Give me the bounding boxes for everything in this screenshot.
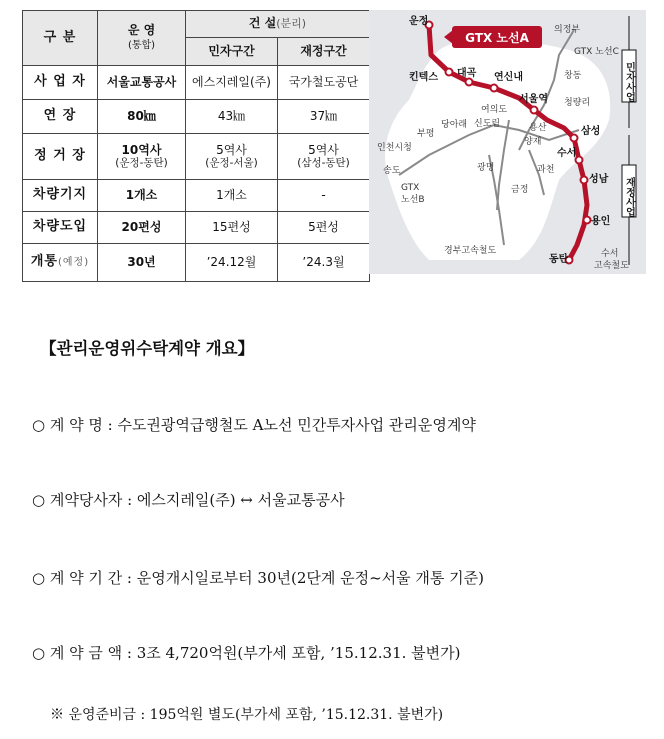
cell-private (186, 66, 278, 100)
route-map-svg (369, 10, 646, 274)
row-label (23, 66, 98, 100)
cell-operation-text: 30년 (127, 254, 156, 269)
station-marker-yongin (584, 217, 591, 224)
row-label (23, 180, 98, 212)
cell-operation-text: 서울교통공사 (106, 74, 177, 89)
row-label (23, 212, 98, 244)
table-row (23, 180, 370, 212)
station-label-kintex: 킨텍스 (409, 72, 438, 83)
station-marker-samseong (571, 135, 578, 142)
header-category: 구 분 (23, 11, 98, 66)
table-row (23, 66, 370, 100)
cell-private-text: 5역사 (216, 142, 247, 157)
cell-private (186, 244, 278, 282)
station-marker-daegok (466, 79, 473, 86)
cell-private (186, 100, 278, 134)
cell-private (186, 180, 278, 212)
gtx-a-route-map (369, 10, 646, 274)
header-construction-sub: (분리) (276, 17, 307, 31)
row-label (23, 134, 98, 180)
station-label-seoul: 서울역 (519, 94, 548, 105)
row-label-text: 차량도입 (32, 219, 88, 235)
station-label-unjeong: 운정 (409, 16, 429, 27)
map-title: GTX 노선A (465, 31, 529, 45)
station-label-samseong: 삼성 (581, 126, 601, 137)
station-label-yeonsinnae: 연신내 (494, 72, 523, 83)
cell-public-text: 37㎞ (309, 108, 338, 123)
header-operation-label: 운 영 (127, 23, 156, 38)
row-label-text: 사 업 자 (34, 74, 86, 90)
label-gwangmyeong: 광명 (477, 163, 495, 173)
table-row (23, 244, 370, 282)
label-yangjae: 양재 (524, 137, 542, 147)
item-contract-period: ○ 계 약 기 간 : 운영개시일로부터 30년(2단계 운정~서울 개통 기준) (32, 569, 484, 587)
item-contract-amount: ○ 계 약 금 액 : 3조 4,720억원(부가세 포함, ’15.12.31. 불변가) (32, 644, 461, 662)
cell-private-text: 15편성 (212, 219, 251, 234)
cell-private-text: 에스지레일(주) (192, 74, 271, 89)
label-gwacheon: 과천 (537, 165, 555, 175)
cell-operation-text: 20편성 (121, 219, 162, 234)
cell-operation (98, 66, 186, 100)
label-gtx-c: GTX 노선C (574, 47, 619, 57)
label-gtx-b-2: 노선B (401, 195, 425, 205)
cell-public-text: 5편성 (308, 219, 339, 234)
label-yeouido: 여의도 (481, 105, 508, 115)
cell-public-text: 5역사 (308, 142, 339, 157)
cell-private-sub: (운정-서울) (205, 157, 258, 170)
cell-operation (98, 212, 186, 244)
cell-private-text: 1개소 (216, 187, 247, 202)
row-label-text: 개통 (30, 254, 58, 270)
cell-public-text: - (321, 187, 326, 202)
cell-public (278, 100, 370, 134)
cell-public-text: 국가철도공단 (288, 74, 359, 89)
row-label (23, 100, 98, 134)
station-label-suseo: 수서 (557, 148, 577, 159)
note-operation-reserve: ※ 운영준비금 : 195억원 별도(부가세 포함, ’15.12.31. 불변가) (50, 707, 444, 723)
label-gtx-b-1: GTX (401, 183, 420, 193)
header-private-section: 민자구간 (186, 38, 278, 66)
header-construction (186, 11, 370, 38)
label-uijeongbu: 의정부 (554, 25, 581, 35)
cell-public (278, 244, 370, 282)
header-operation-sub: (통합) (127, 40, 156, 51)
label-cheongnyangni: 청량리 (564, 98, 591, 108)
station-marker-seoul (531, 107, 538, 114)
label-changdong: 창동 (564, 71, 582, 81)
row-label (23, 244, 98, 282)
side-label-public: 재정사업 (623, 177, 635, 217)
cell-public (278, 134, 370, 180)
header-operation (98, 11, 186, 66)
side-label-private: 민자사업 (623, 62, 635, 102)
label-suseo-2: 수서 (601, 249, 619, 259)
station-label-yongin: 용인 (591, 216, 611, 227)
label-bupyeong: 부평 (417, 129, 435, 139)
label-hsr: 고속철도 (594, 261, 629, 271)
station-marker-kintex (446, 69, 453, 76)
station-label-seongnam: 성남 (589, 174, 609, 185)
cell-private-text: ’24.12월 (206, 254, 257, 269)
cell-private-text: 43㎞ (217, 108, 246, 123)
label-sindorim: 신도림 (474, 119, 501, 129)
station-marker-suseo (576, 157, 583, 164)
cell-operation-text: 80㎞ (127, 108, 156, 123)
cell-operation (98, 244, 186, 282)
map-title-arrow (444, 30, 453, 44)
label-gyeongbu-hsr: 경부고속철도 (444, 246, 497, 256)
station-label-dongtan: 동탄 (549, 254, 569, 265)
cell-operation (98, 134, 186, 180)
header-public-section: 재정구간 (278, 38, 370, 66)
row-label-sub: (예정) (58, 257, 90, 269)
item-contract-parties: ○ 계약당사자 : 에스지레일(주) ↔ 서울교통공사 (32, 491, 345, 509)
row-label-text: 차량기지 (32, 187, 88, 203)
cell-public (278, 180, 370, 212)
label-yongsan: 용산 (529, 123, 547, 133)
cell-operation-text: 10역사 (121, 142, 162, 157)
label-songdo: 송도 (383, 166, 401, 176)
cell-private (186, 212, 278, 244)
cell-private (186, 134, 278, 180)
row-label-text: 연 장 (43, 108, 77, 124)
station-marker-seongnam (581, 177, 588, 184)
table-row (23, 134, 370, 180)
label-dangare: 당아래 (441, 120, 468, 130)
project-overview-table (22, 10, 370, 282)
station-marker-yeonsinnae (491, 85, 498, 92)
cell-operation (98, 180, 186, 212)
cell-public (278, 66, 370, 100)
cell-public-text: ’24.3월 (302, 254, 345, 269)
section-title: 【관리운영위수탁계약 개요】 (40, 339, 255, 358)
station-label-daegok: 대곡 (457, 68, 477, 79)
cell-public-sub: (삼성-동탄) (297, 157, 350, 170)
row-label-text: 정 거 장 (34, 148, 86, 164)
label-geumjeong: 금정 (511, 185, 529, 195)
label-incheon-city-hall: 인천시청 (377, 143, 412, 153)
cell-operation-text: 1개소 (125, 187, 158, 202)
table-row (23, 212, 370, 244)
table-row (23, 100, 370, 134)
header-construction-label: 건 설 (248, 16, 277, 31)
cell-public (278, 212, 370, 244)
cell-operation-sub: (운정-동탄) (115, 157, 168, 170)
cell-operation (98, 100, 186, 134)
item-contract-name: ○ 계 약 명 : 수도권광역급행철도 A노선 민간투자사업 관리운영계약 (32, 416, 476, 434)
